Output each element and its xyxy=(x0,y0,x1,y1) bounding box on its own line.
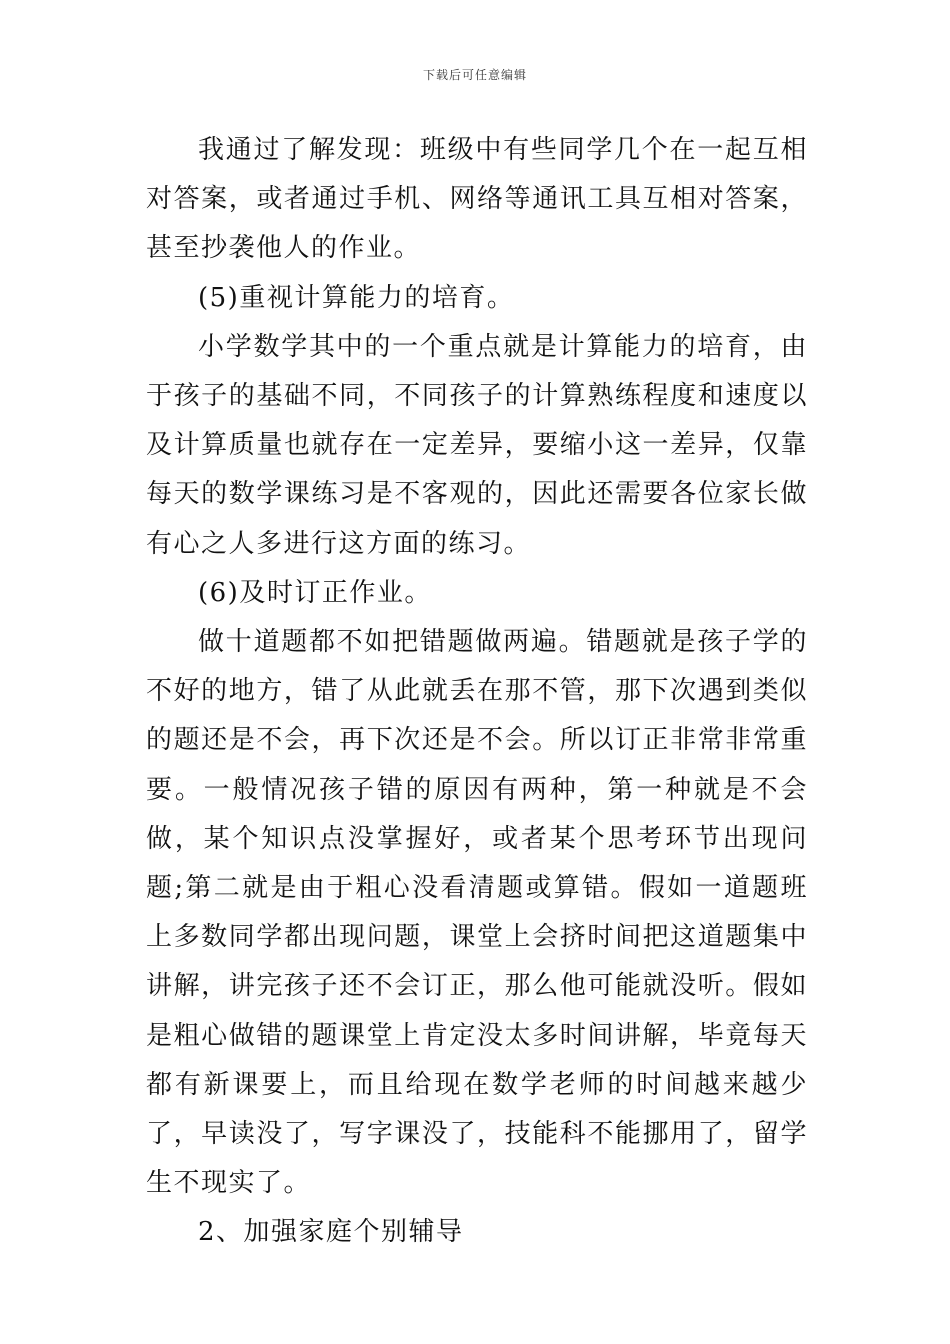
paragraph-correct-homework: 做十道题都不如把错题做两遍。错题就是孩子学的不好的地方，错了从此就丢在那不管，那下次遇到类似的题还是不会，再下次还是不会。所以订正非常非常重要。一般情况孩子错的原因有两种，第一种就是不会做，某个知识点没掌握好，或者某个思考环节出现问题;第二就是由于粗心没看清题或算错。假如一道题班上多数同学都出现问题，课堂上会挤时间把这道题集中讲解，讲完孩子还不会订正，那么他可能就没听。假如是粗心做错的题课堂上肯定没太多时间讲解，毕竟每天都有新课要上，而且给现在数学老师的时间越来越少了，早读没了，写字课没了，技能科不能挪用了，留学生不现实了。 xyxy=(146,627,808,1199)
heading-calculation-ability: (5)重视计算能力的培育。 xyxy=(198,282,515,313)
page-header: 下载后可任意编辑 xyxy=(422,68,527,82)
paragraph-discovery: 我通过了解发现：班级中有些同学几个在一起互相对答案，或者通过手机、网络等通讯工具互相对答案，甚至抄袭他人的作业。 xyxy=(146,135,808,264)
heading-family-tutoring: 2、加强家庭个别辅导 xyxy=(198,1217,464,1248)
paragraph-calculation-ability: 小学数学其中的一个重点就是计算能力的培育，由于孩子的基础不同，不同孩子的计算熟练程度和速度以及计算质量也就存在一定差异，要缩小这一差异，仅靠每天的数学课练习是不客观的，因此还需要各位家长做有心之人多进行这方面的练习。 xyxy=(146,331,808,559)
heading-correct-homework: (6)及时订正作业。 xyxy=(198,577,432,608)
document-body xyxy=(146,126,808,1258)
